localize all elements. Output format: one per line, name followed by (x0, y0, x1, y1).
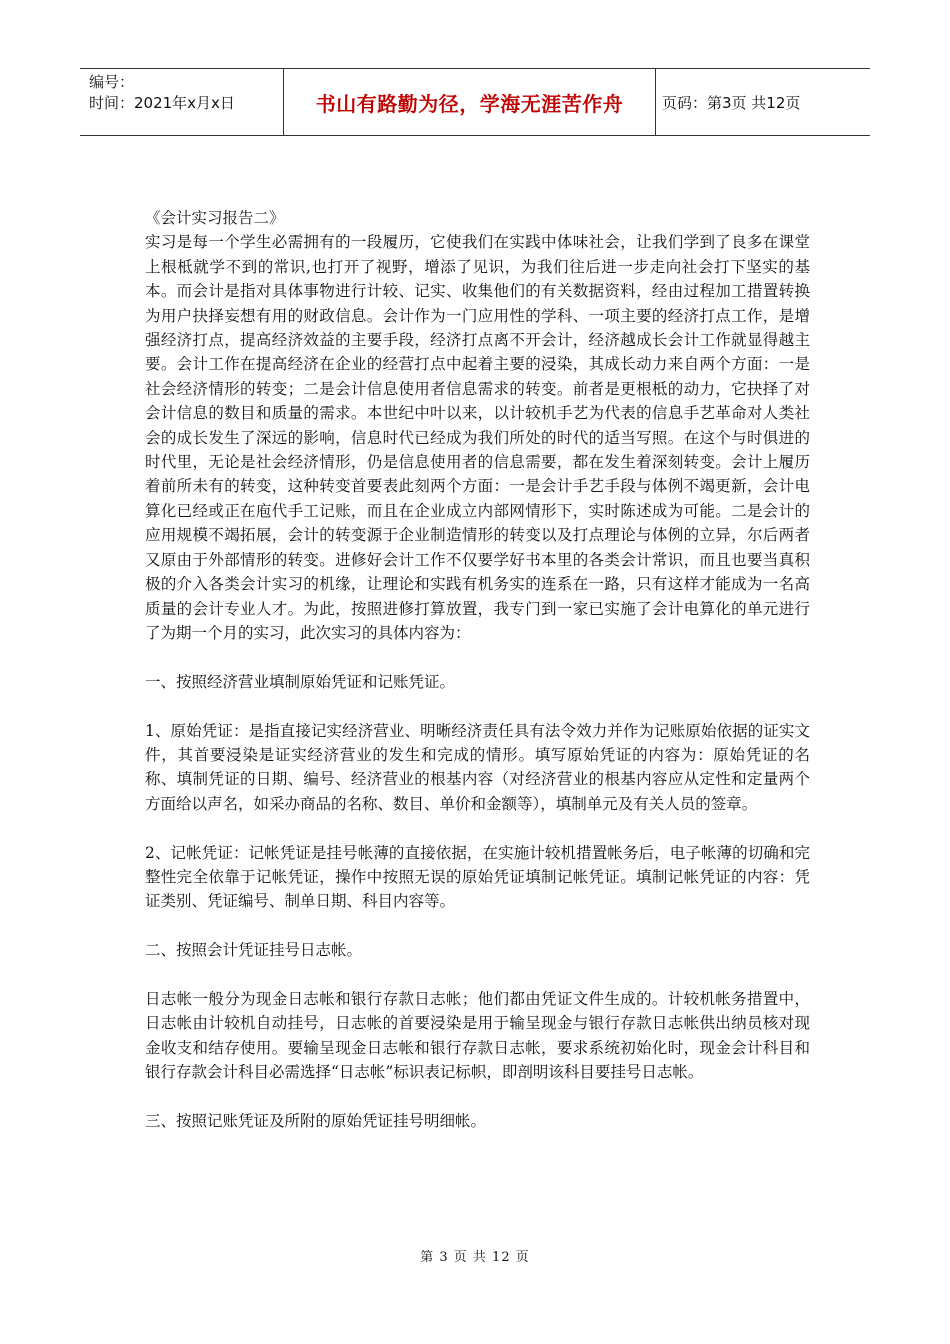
page-number-label: 页码：第3页 共12页 (662, 93, 801, 112)
section-1-paragraph-1: 1、原始凭证：是指直接记实经济营业、明晰经济责任具有法令效力并作为记账原始依据的证实文件，其首要浸染是证实经济营业的发生和完成的情形。填写原始凭证的内容为：原始凭证的名称、填制凭证的日期、编号、经济营业的根基内容（对经济营业的根基内容应从定性和定量两个方面给以声名，如采办商品的名称、数目、单价和金额等），填制单元及有关人员的签章。 (145, 721, 810, 813)
document-title: 《会计实习报告二》 (145, 209, 285, 227)
header-info-cell (80, 69, 284, 135)
intro-paragraph: 实习是每一个学生必需拥有的一段履历，它使我们在实践中体味社会，让我们学到了良多在课堂上根柢就学不到的常识,也打开了视野，增添了见识，为我们往后进一步走向社会打下坚实的基本。而会计是指对具体事物进行计较、记实、收集他们的有关数据资料，经由过程加工措置转换为用户抉择妄想有用的财政信息。会计作为一门应用性的学科、一项主要的经济打点工作，是增强经济打点，提高经济效益的主要手段，经济打点离不开会计，经济越成长会计工作就显得越主要。会计工作在提高经济在企业的经营打点中起着主要的浸染，其成长动力来自两个方面：一是社会经济情形的转变；二是会计信息使用者信息需求的转变。前者是更根柢的动力，它抉择了对会计信息的数目和质量的需求。本世纪中叶以来，以计较机手艺为代表的信息手艺革命对人类社会的成长发生了深远的影响，信息时代已经成为我们所处的时代的适当写照。在这个与时俱进的时代里，无论是社会经济情形，仍是信息使用者的信息需要，都在发生着深刻转变。会计上履历着前所未有的转变，这种转变首要表此刻两个方面：一是会计手艺手段与体例不竭更新，会计电算化已经或正在庖代手工记账，而且在企业成立内部网情形下，实时陈述成为可能。二是会计的应用规模不竭拓展，会计的转变源于企业制造情形的转变以及打点理论与体例的立异，尔后两者又原由于外部情形的转变。进修好会计工作不仅要学好书本里的各类会计常识，而且也要当真积极的介入各类会计实习的机缘，让理论和实践有机务实的连系在一路，只有这样才能成为一名高质量的会计专业人才。为此，按照进修打算放置，我专门到一家已实施了会计电算化的单元进行了为期一个月的实习，此次实习的具体内容为： (145, 233, 810, 642)
time-label: 时间：2021年x月x日 (89, 94, 235, 112)
section-3-heading: 三、按照记账凭证及所附的原始凭证挂号明细帐。 (145, 1111, 487, 1130)
section-1-heading: 一、按照经济营业填制原始凭证和记账凭证。 (145, 672, 456, 691)
section-2-heading: 二、按照会计凭证挂号日志帐。 (145, 941, 363, 960)
number-label: 编号： (89, 73, 135, 91)
section-1-paragraph-2: 2、记帐凭证：记帐凭证是挂号帐薄的直接依据，在实施计较机措置帐务后，电子帐薄的切确和完整性完全依靠于记帐凭证，操作中按照无误的原始凭证填制记帐凭证。填制记帐凭证的内容：凭证类别、凭证编号、制单日期、科目内容等。 (145, 843, 810, 911)
motto-text: 书山有路勤为径，学海无涯苦作舟 (315, 91, 624, 116)
document-header (80, 68, 870, 136)
page-footer: 第 3 页 共 12 页 (420, 1250, 530, 1265)
header-page-cell (656, 69, 870, 135)
header-motto-cell (284, 69, 656, 135)
section-2-paragraph-1: 日志帐一般分为现金日志帐和银行存款日志帐；他们都由凭证文件生成的。计较机帐务措置中，日志帐由计较机自动挂号，日志帐的首要浸染是用于输呈现金与银行存款日志帐供出纳员核对现金收支和结存使用。要输呈现金日志帐和银行存款日志帐，要求系统初始化时，现金会计科目和银行存款会计科目必需选择“日志帐”标识表记标帜，即剖明该科目要挂号日志帐。 (145, 989, 810, 1082)
document-body (145, 206, 810, 1133)
